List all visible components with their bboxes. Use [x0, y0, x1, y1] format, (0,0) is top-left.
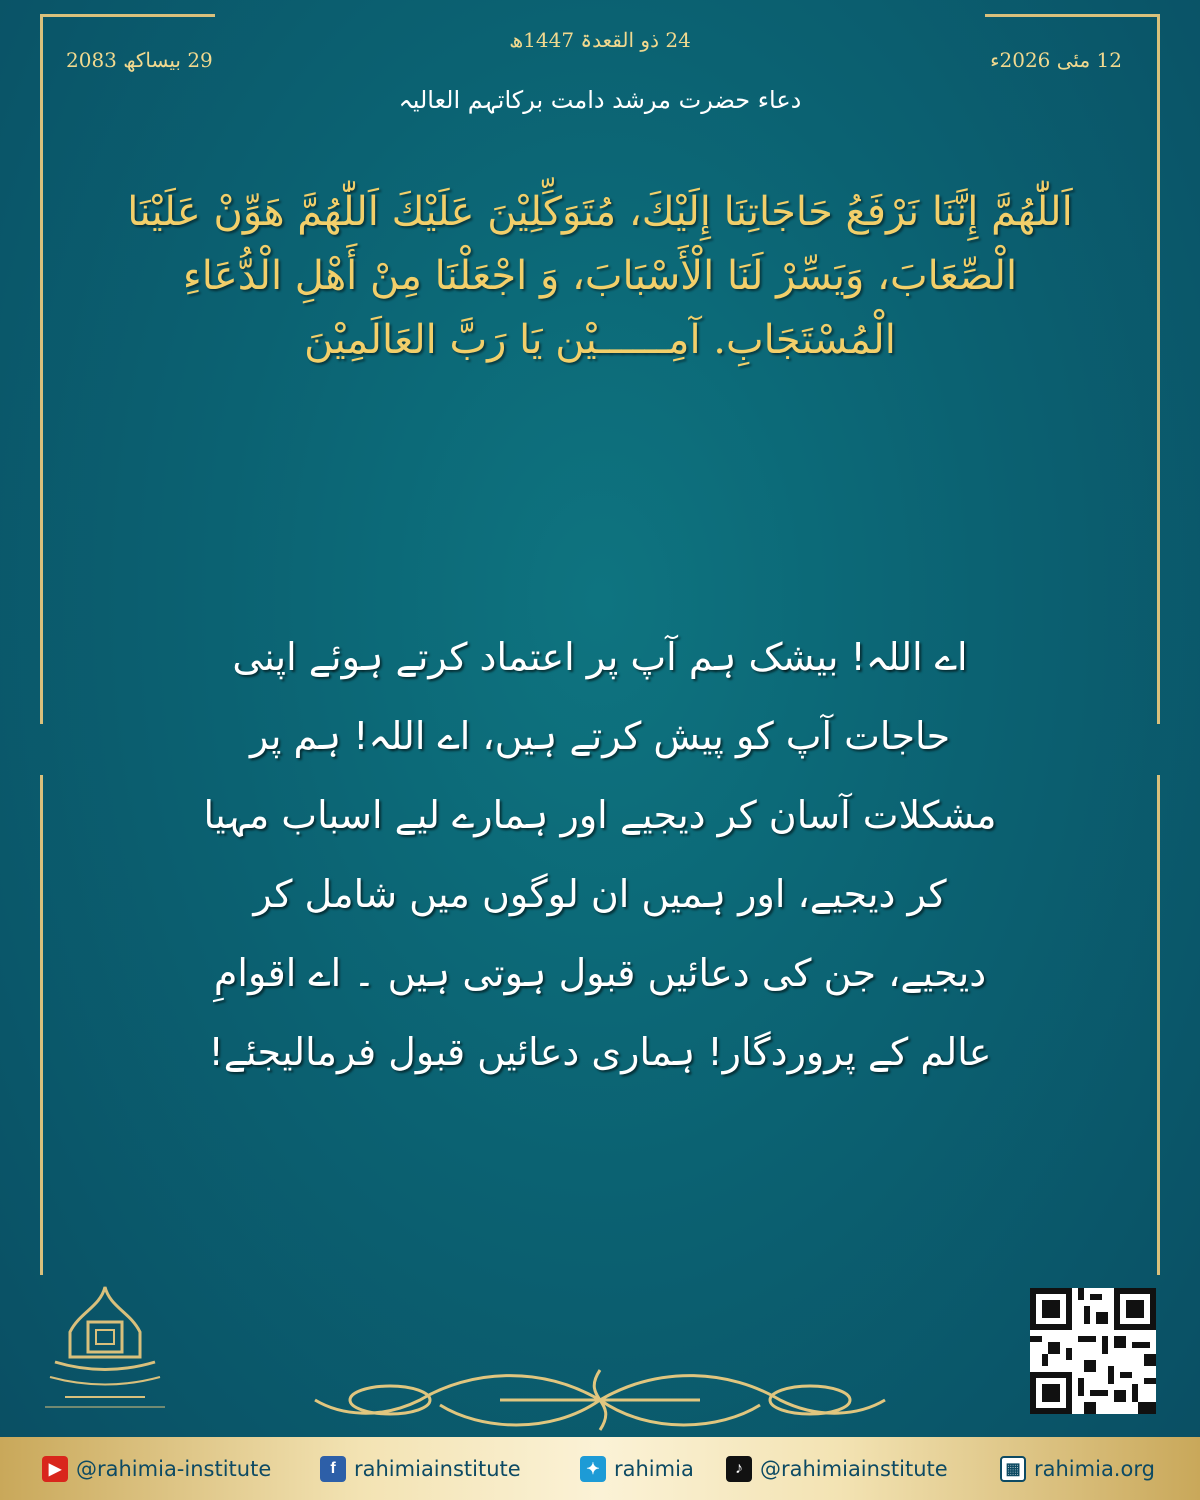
twitter-icon: ✦: [580, 1456, 606, 1482]
facebook-link[interactable]: [320, 1437, 521, 1500]
website-link[interactable]: [1000, 1437, 1155, 1500]
arabic-dua-text: اَللّٰهُمَّ إِنَّنَا نَرْفَعُ حَاجَاتِنَا إِلَيْكَ، مُتَوَكِّلِيْنَ عَلَيْكَ اَللّٰهُمَّ هَوِّنْ عَلَيْنَا الْصِّعَابَ، وَيَسِّرْ لَنَا الْأَسْبَابَ، وَ اجْعَلْنَا مِنْ أَهْلِ الْدُّعَاءِ الْمُسْتَجَابِ. آمِــــــيْن يَا رَبَّ العَالَمِيْنَ: [127, 189, 1073, 363]
footer-bar: [0, 1437, 1200, 1500]
frame-top-right-h: [985, 14, 1160, 17]
rahimia-logo-icon: [40, 1282, 170, 1432]
date-hijri: 24 ذو القعدۃ 1447ھ: [509, 28, 691, 52]
tiktok-link[interactable]: [726, 1437, 948, 1500]
ornament-divider-icon: [300, 1360, 900, 1440]
youtube-label: @rahimia-institute: [76, 1456, 272, 1481]
tiktok-icon: ♪: [726, 1456, 752, 1482]
date-gregorian: 12 مئی 2026ء: [990, 48, 1122, 72]
facebook-icon: f: [320, 1456, 346, 1482]
frame-top-left-v: [40, 14, 43, 724]
facebook-label: rahimiainstitute: [354, 1456, 521, 1481]
youtube-icon: ▶: [42, 1456, 68, 1482]
page-title: دعاء حضرت مرشد دامت برکاتہم العالیہ: [398, 86, 802, 114]
website-label: rahimia.org: [1034, 1456, 1155, 1481]
frame-bottom-right-v: [1157, 775, 1160, 1275]
frame-top-left-h: [40, 14, 215, 17]
frame-top-right-v: [1157, 14, 1160, 724]
youtube-link[interactable]: [42, 1437, 271, 1500]
frame-bottom-left-v: [40, 775, 43, 1275]
twitter-label: rahimia: [614, 1456, 694, 1481]
qr-code-icon[interactable]: [1030, 1288, 1156, 1414]
date-bikrami: 29 بیساکھ 2083: [66, 48, 213, 72]
urdu-translation-text: اے اللہ! بیشک ہم آپ پر اعتماد کرتے ہوئے اپنی حاجات آپ کو پیش کرتے ہیں، اے اللہ! ہم پر مشکلات آسان کر دیجیے اور ہمارے لیے اسباب مہیا کر دیجیے، اور ہمیں ان لوگوں میں شامل کر دیجیے، جن کی دعائیں قبول ہوتی ہیں ۔ اے اقوامِ عالم کے پروردگار! ہماری دعائیں قبول فرمالیجئے!: [203, 635, 997, 1074]
tiktok-label: @rahimiainstitute: [760, 1456, 948, 1481]
twitter-link[interactable]: [580, 1437, 694, 1500]
web-icon: ▦: [1000, 1456, 1026, 1482]
